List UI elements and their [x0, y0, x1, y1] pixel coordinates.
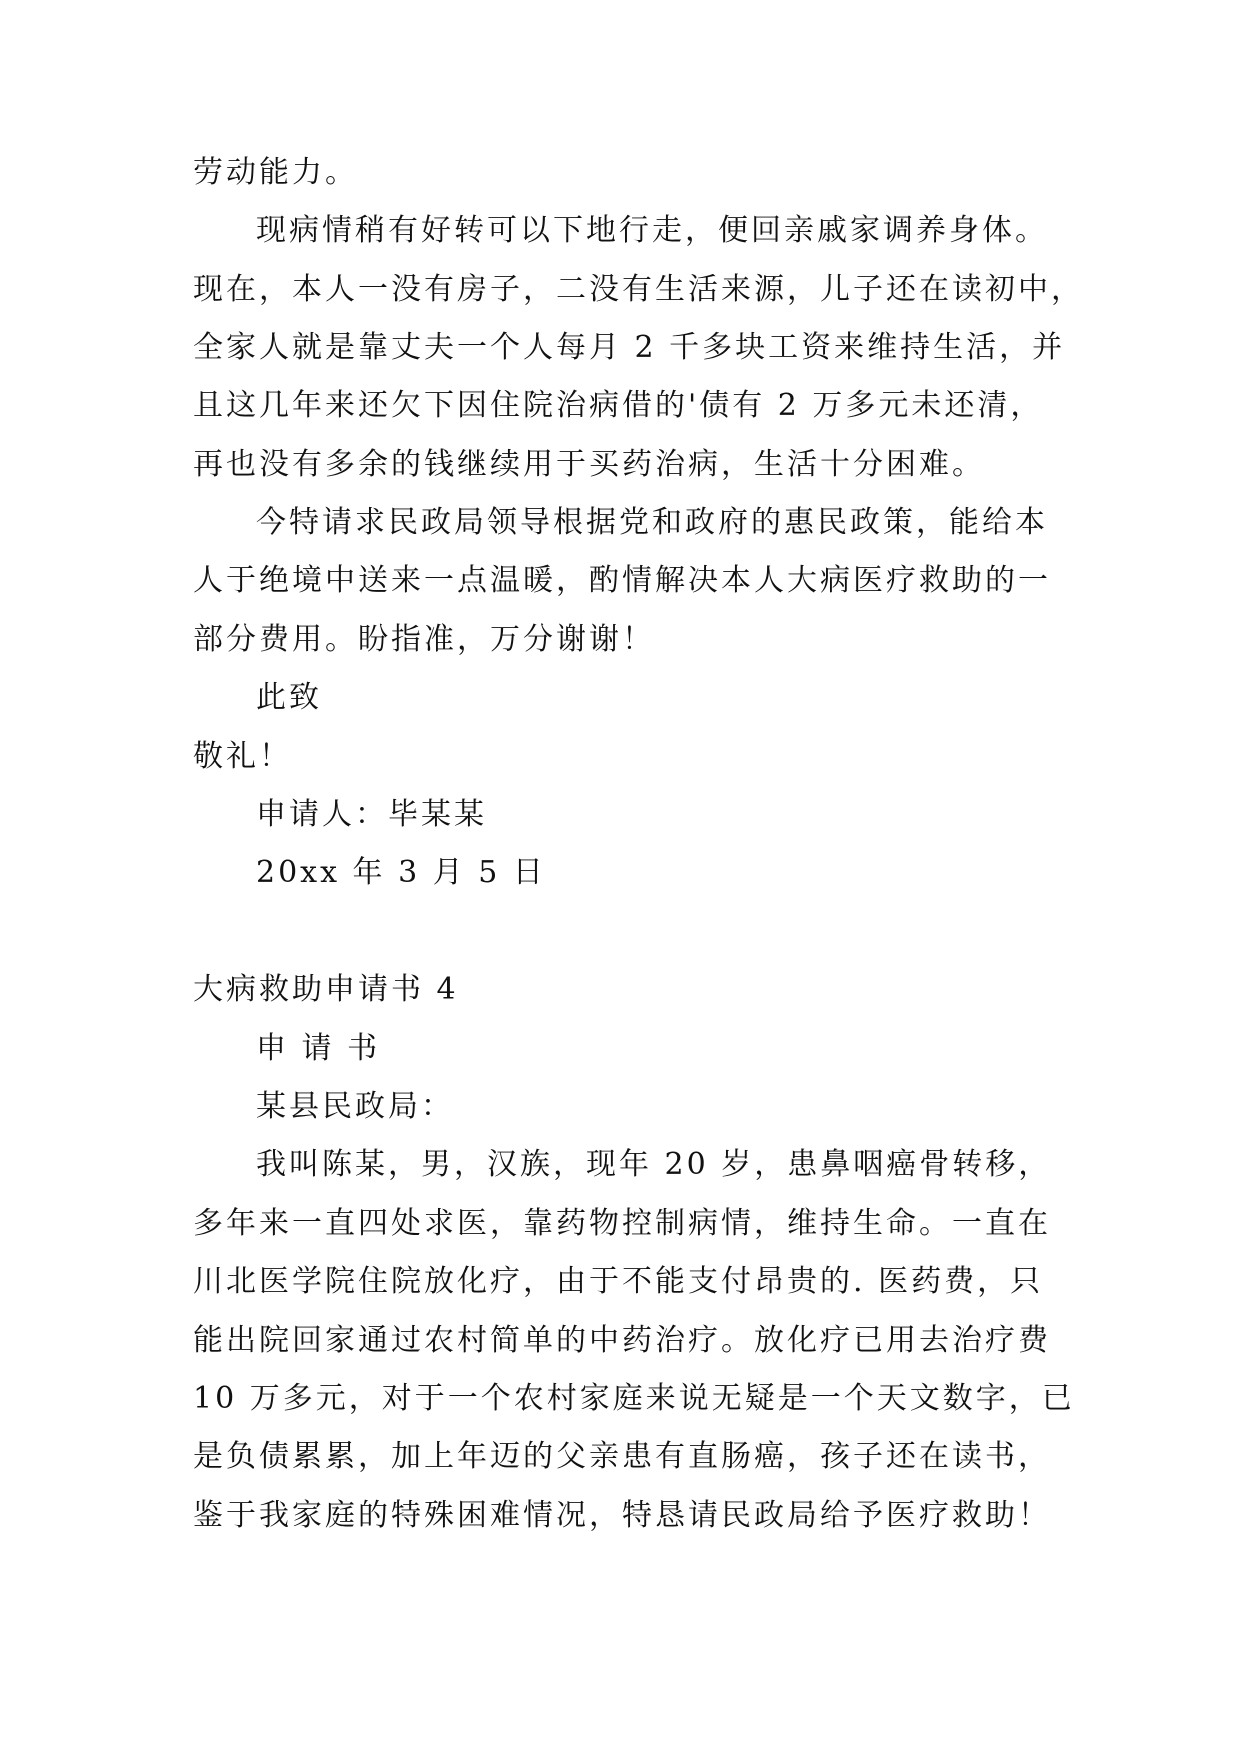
text-line-2: 现病情稍有好转可以下地行走，便回亲戚家调养身体。	[256, 213, 1048, 248]
text-line-21: 10 万多元，对于一个农村家庭来说无疑是一个天文数字，已	[193, 1381, 1075, 1416]
text-line-3: 现在，本人一没有房子，二没有生活来源，儿子还在读初中，	[193, 272, 1084, 307]
text-line-17: 我叫陈某，男，汉族，现年 20 岁，患鼻咽癌骨转移，	[256, 1147, 1052, 1182]
applicant-signature: 申请人：毕某某	[256, 797, 487, 832]
text-line-20: 能出院回家通过农村简单的中药治疗。放化疗已用去治疗费	[193, 1323, 1051, 1358]
text-line-1: 劳动能力。	[193, 155, 358, 190]
text-line-7: 今特请求民政局领导根据党和政府的惠民政策，能给本	[256, 505, 1048, 540]
text-line-8: 人于绝境中送来一点温暖，酌情解决本人大病医疗救助的一	[193, 563, 1051, 598]
text-line-5: 且这几年来还欠下因住院治病借的'债有 2 万多元未还清，	[193, 388, 1044, 423]
text-line-18: 多年来一直四处求医，靠药物控制病情，维持生命。一直在	[193, 1206, 1051, 1241]
text-line-9: 部分费用。盼指准，万分谢谢！	[193, 622, 655, 657]
closing-phrase: 此致	[256, 680, 322, 715]
text-line-6: 再也没有多余的钱继续用于买药治病，生活十分困难。	[193, 447, 985, 482]
text-line-23: 鉴于我家庭的特殊困难情况，特恳请民政局给予医疗救助！	[193, 1498, 1051, 1533]
letter-title: 申 请 书	[256, 1031, 381, 1066]
text-line-4: 全家人就是靠丈夫一个人每月 2 千多块工资来维持生活，并	[193, 330, 1066, 365]
section-heading: 大病救助申请书 4	[193, 972, 459, 1007]
application-date: 20xx 年 3 月 5 日	[256, 855, 546, 890]
salutation: 敬礼！	[193, 739, 292, 774]
text-line-22: 是负债累累，加上年迈的父亲患有直肠癌，孩子还在读书，	[193, 1439, 1051, 1474]
text-line-19: 川北医学院住院放化疗，由于不能支付昂贵的. 医药费，只	[193, 1264, 1044, 1299]
addressee: 某县民政局：	[256, 1089, 454, 1124]
